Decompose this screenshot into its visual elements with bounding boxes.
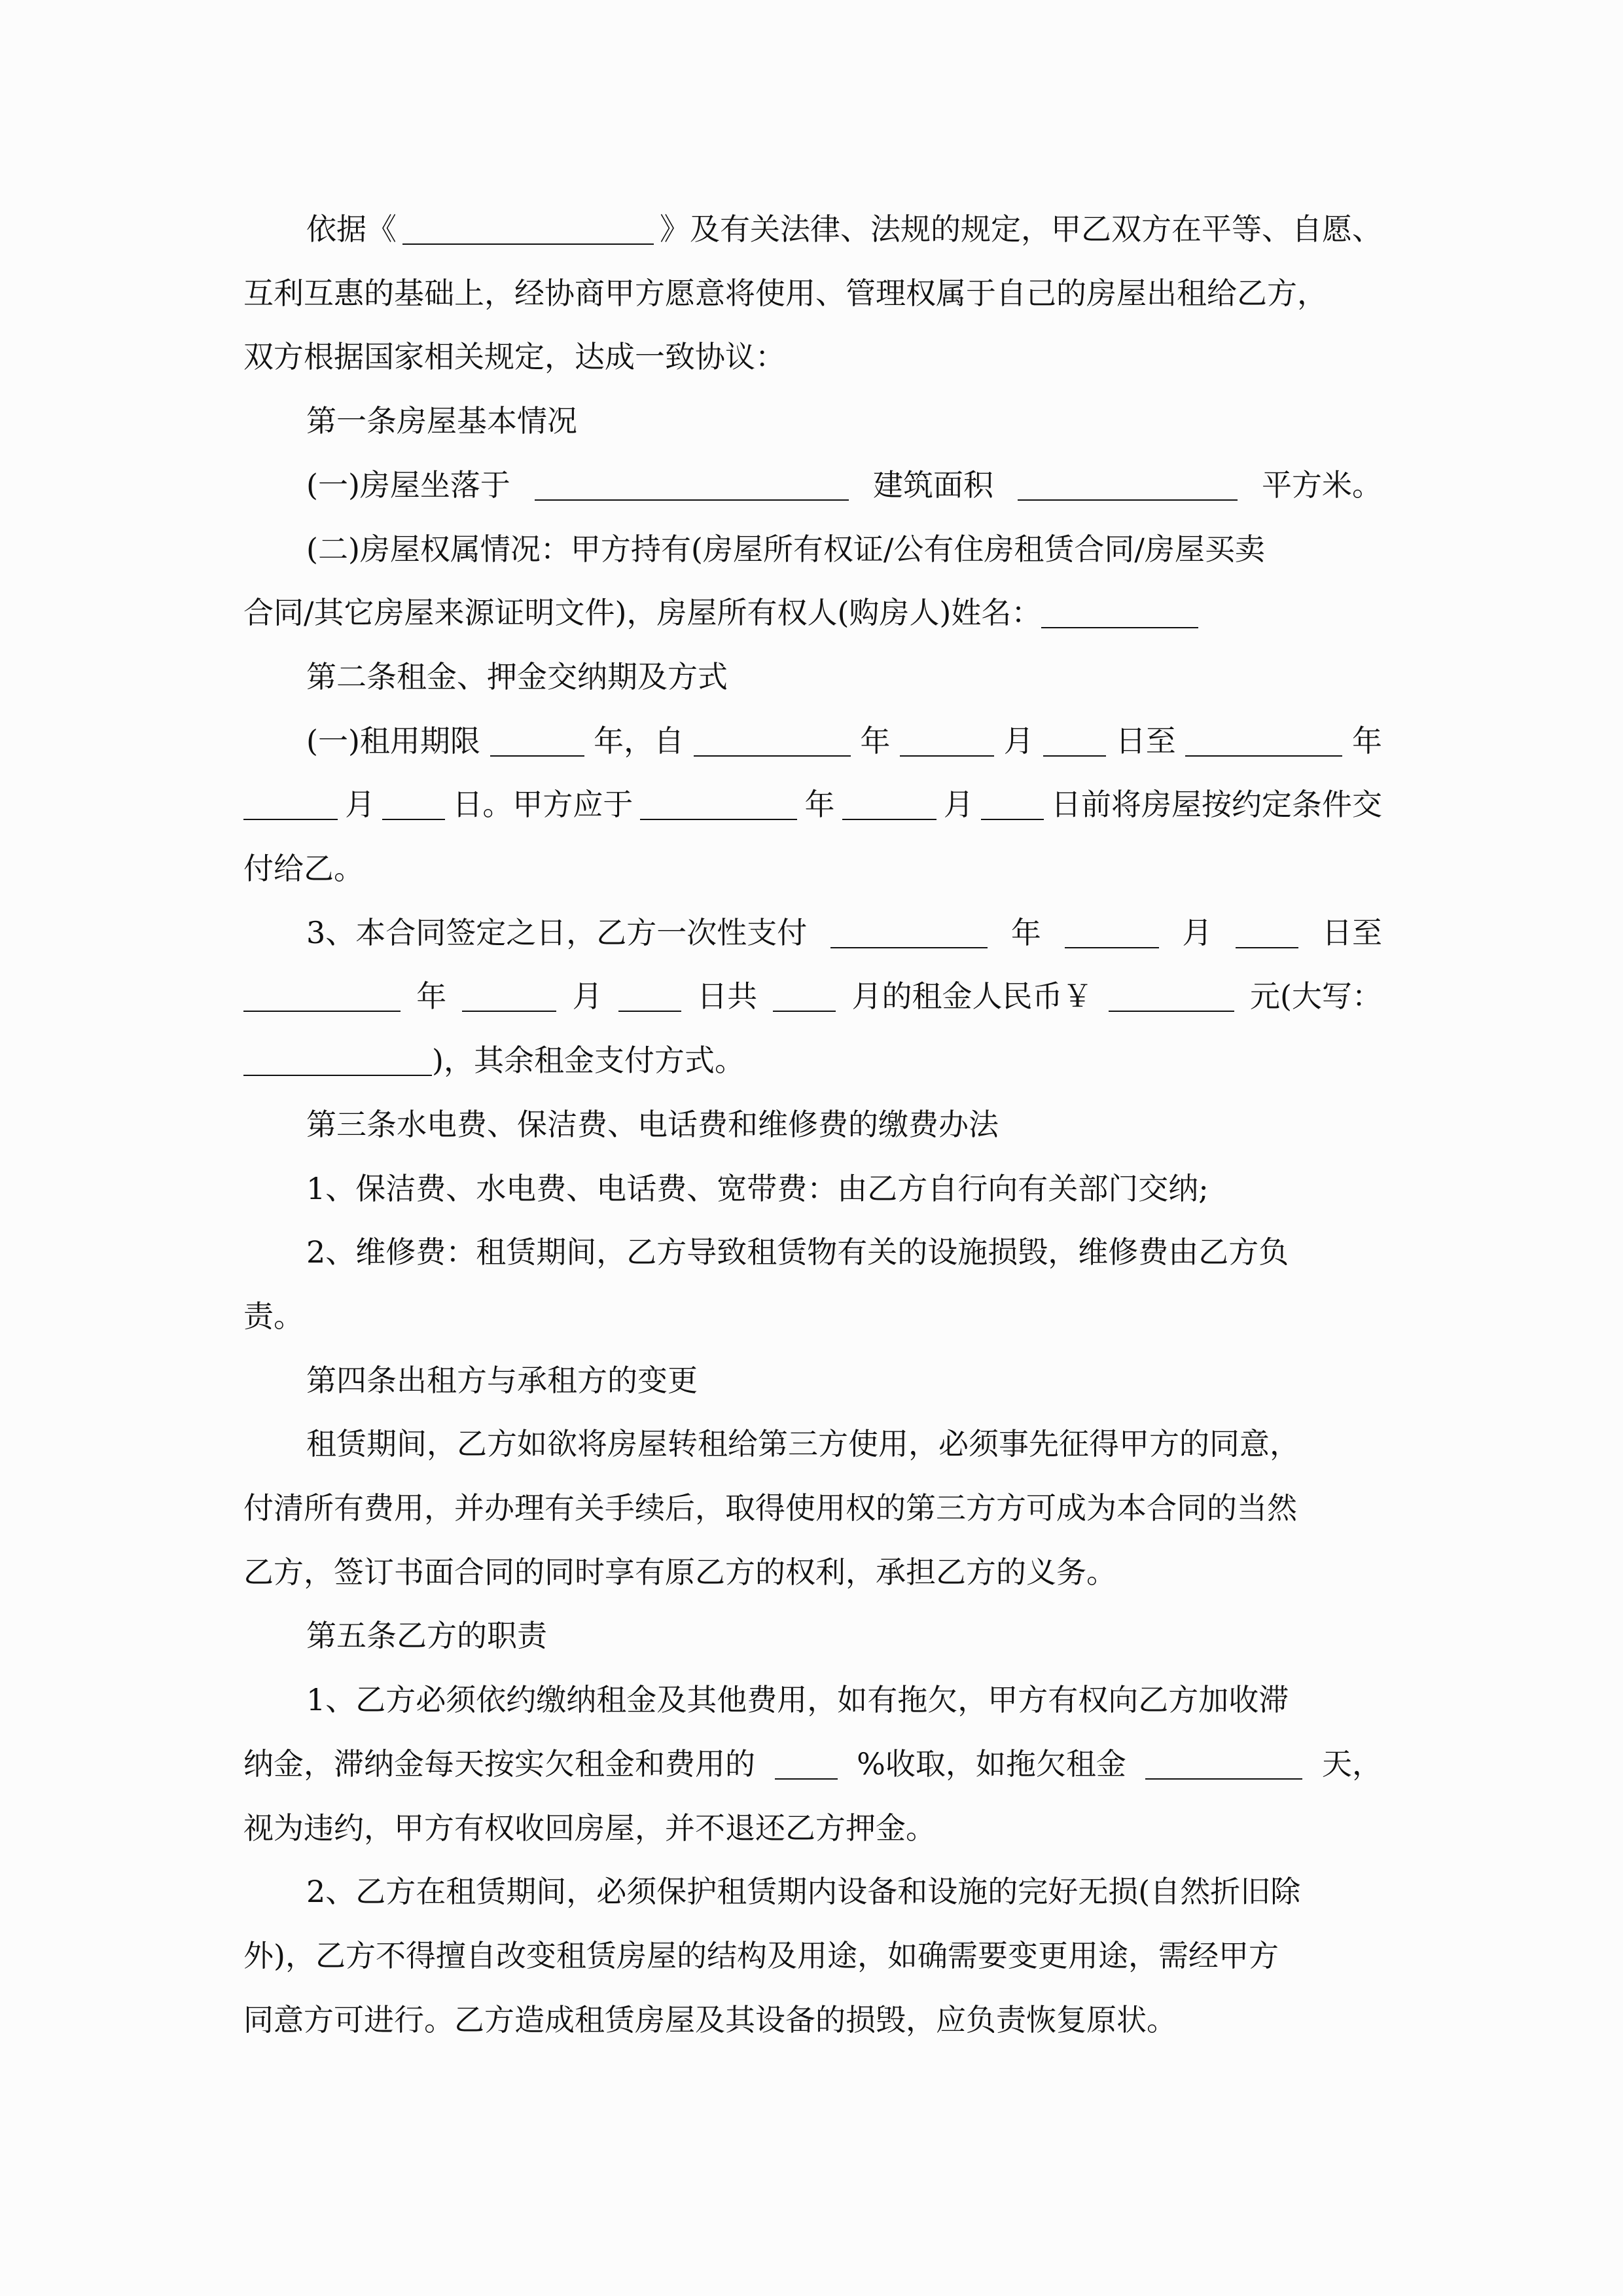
text-segment: 乙方，签订书面合同的同时享有原乙方的权利，承担乙方的义务。 (243, 1554, 1116, 1590)
text-segment: 建筑面积 (872, 467, 993, 503)
text-line (306, 401, 1382, 440)
fill-in-blank[interactable] (402, 213, 654, 245)
text-line (306, 1232, 1382, 1272)
fill-in-blank[interactable] (490, 725, 584, 757)
text-segment: 月 (943, 787, 974, 822)
text-segment: 合同/其它房屋来源证明文件)，房屋所有权人(购房人)姓名： (243, 595, 1042, 630)
fill-in-blank[interactable] (243, 980, 401, 1012)
text-line (243, 593, 1382, 632)
text-segment: 视为违约，甲方有权收回房屋，并不退还乙方押金。 (243, 1810, 936, 1846)
text-segment: 依据《 (306, 211, 397, 247)
text-segment: 租赁期间，乙方如欲将房屋转租给第三方使用，必须事先征得甲方的同意， (306, 1426, 1300, 1462)
text-line (306, 1424, 1382, 1463)
text-segment: 3、本合同签定之日，乙方一次性支付 (306, 915, 808, 950)
text-segment: 》及有关法律、法规的规定，甲乙双方在平等、自愿、 (660, 211, 1382, 247)
fill-in-blank[interactable] (1236, 917, 1298, 948)
fill-in-blank[interactable] (618, 980, 681, 1012)
fill-in-blank[interactable] (842, 789, 936, 820)
text-segment: 同意方可进行。乙方造成租赁房屋及其设备的损毁，应负责恢复原状。 (243, 2002, 1177, 2037)
text-line (243, 1744, 1382, 1784)
text-line (306, 657, 1382, 696)
text-line (243, 274, 1382, 313)
fill-in-blank[interactable] (694, 725, 851, 757)
text-line (243, 977, 1382, 1016)
fill-in-blank[interactable] (535, 469, 849, 501)
text-segment: 日共 (697, 978, 758, 1014)
text-segment: 日前将房屋按约定条件交 (1050, 787, 1382, 822)
text-segment: 第三条水电费、保洁费、电话费和维修费的缴费办法 (306, 1107, 999, 1142)
text-segment: 第五条乙方的职责 (306, 1618, 547, 1653)
text-segment: 元(大写： (1249, 978, 1382, 1014)
text-line (243, 1552, 1382, 1592)
text-segment: 外)，乙方不得擅自改变租赁房屋的结构及用途，如确需要变更用途，需经甲方 (243, 1938, 1279, 1973)
fill-in-blank[interactable] (981, 789, 1044, 820)
fill-in-blank[interactable] (1018, 469, 1238, 501)
text-segment: 月的租金人民币￥ (851, 978, 1093, 1014)
fill-in-blank[interactable] (382, 789, 445, 820)
text-line (306, 913, 1382, 952)
text-segment: )，其余租金支付方式。 (432, 1043, 745, 1078)
text-segment: 1、保洁费、水电费、电话费、宽带费：由乙方自行向有关部门交纳; (306, 1171, 1209, 1206)
text-segment: 1、乙方必须依约缴纳租金及其他费用，如有拖欠，甲方有权向乙方加收滞 (306, 1682, 1289, 1717)
fill-in-blank[interactable] (640, 789, 797, 820)
text-line (306, 529, 1382, 569)
text-line (243, 337, 1382, 376)
text-segment: (一)房屋坐落于 (306, 467, 510, 503)
text-segment: 年 (1352, 723, 1382, 759)
text-segment: 日。甲方应于 (452, 787, 633, 822)
text-segment: 年 (860, 723, 891, 759)
fill-in-blank[interactable] (1041, 597, 1198, 628)
text-segment: 月 (572, 978, 603, 1014)
fill-in-blank[interactable] (243, 1045, 432, 1076)
text-segment: 第二条租金、押金交纳期及方式 (306, 659, 728, 694)
text-segment: 第四条出租方与承租方的变更 (306, 1363, 698, 1398)
text-line (306, 1616, 1382, 1655)
text-line (306, 209, 1382, 249)
fill-in-blank[interactable] (462, 980, 556, 1012)
text-segment: (二)房屋权属情况：甲方持有(房屋所有权证/公有住房租赁合同/房屋买卖 (306, 531, 1265, 567)
fill-in-blank[interactable] (775, 1748, 838, 1780)
text-line (306, 721, 1382, 761)
text-segment: (一)租用期限 (306, 723, 480, 759)
text-line (306, 1169, 1382, 1208)
text-segment: 年，自 (594, 723, 685, 759)
text-line (243, 785, 1382, 824)
fill-in-blank[interactable] (773, 980, 836, 1012)
text-segment: 日至 (1321, 915, 1382, 950)
fill-in-blank[interactable] (243, 789, 338, 820)
text-line (306, 1361, 1382, 1400)
text-segment: 年 (1010, 915, 1041, 950)
text-segment: 月 (1003, 723, 1034, 759)
text-segment: 月 (1182, 915, 1213, 950)
text-line (306, 1680, 1382, 1719)
text-segment: 日至 (1115, 723, 1176, 759)
text-segment: 付给乙。 (243, 851, 364, 886)
text-line (243, 1936, 1382, 1975)
text-segment: 年 (804, 787, 835, 822)
text-line (306, 465, 1382, 505)
text-line (306, 1105, 1382, 1144)
fill-in-blank[interactable] (1043, 725, 1106, 757)
text-segment: 天， (1321, 1746, 1382, 1782)
text-line (243, 1041, 1382, 1080)
text-line (243, 849, 1382, 888)
text-segment: 第一条房屋基本情况 (306, 403, 577, 439)
text-line (243, 1488, 1382, 1528)
fill-in-blank[interactable] (1065, 917, 1159, 948)
fill-in-blank[interactable] (830, 917, 988, 948)
text-segment: 月 (345, 787, 376, 822)
text-segment: 2、维修费：租赁期间，乙方导致租赁物有关的设施损毁，维修费由乙方负 (306, 1234, 1289, 1270)
fill-in-blank[interactable] (1109, 980, 1234, 1012)
text-line (306, 1872, 1382, 1911)
fill-in-blank[interactable] (1145, 1748, 1302, 1780)
text-segment: %收取，如拖欠租金 (857, 1746, 1126, 1782)
text-line (243, 1808, 1382, 1848)
text-line (243, 2000, 1382, 2039)
text-segment: 责。 (243, 1299, 304, 1334)
text-segment: 年 (416, 978, 447, 1014)
text-segment: 付清所有费用，并办理有关手续后，取得使用权的第三方方可成为本合同的当然 (243, 1490, 1297, 1526)
text-segment: 平方米。 (1261, 467, 1382, 503)
text-segment: 纳金，滞纳金每天按实欠租金和费用的 (243, 1746, 755, 1782)
text-segment: 2、乙方在租赁期间，必须保护租赁期内设备和设施的完好无损(自然折旧除 (306, 1874, 1301, 1909)
fill-in-blank[interactable] (900, 725, 994, 757)
text-segment: 双方根据国家相关规定，达成一致协议： (243, 339, 785, 374)
fill-in-blank[interactable] (1185, 725, 1342, 757)
text-line (243, 1297, 1382, 1336)
text-segment: 互利互惠的基础上，经协商甲方愿意将使用、管理权属于自己的房屋出租给乙方， (243, 276, 1327, 311)
